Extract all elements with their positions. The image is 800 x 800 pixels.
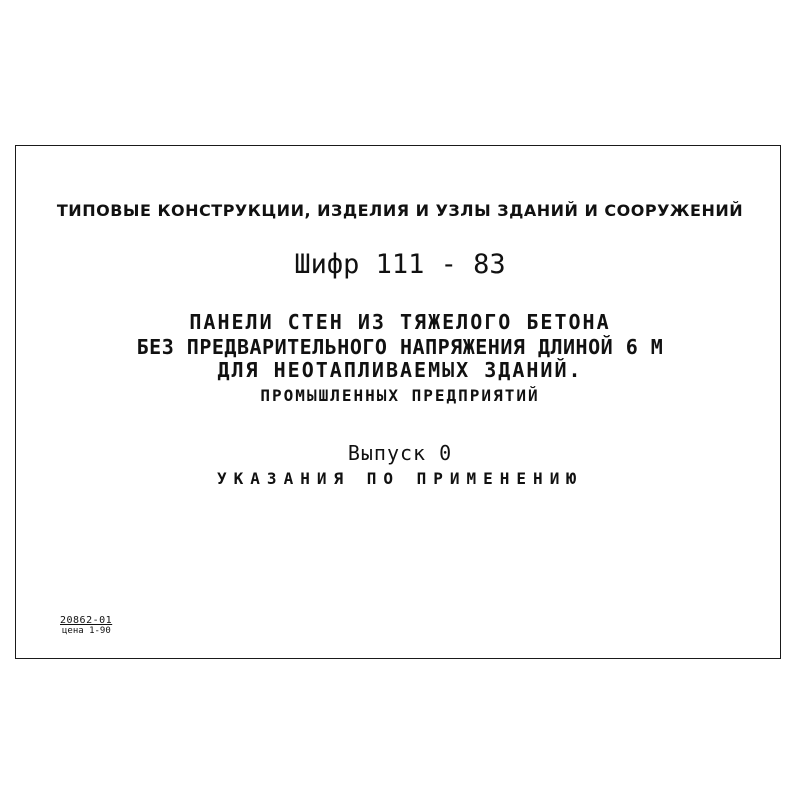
code-title: Шифр 111 - 83 bbox=[294, 249, 506, 280]
catalog-stamp bbox=[60, 615, 112, 637]
main-title-line-1: ПАНЕЛИ СТЕН ИЗ ТЯЖЕЛОГО БЕТОНА bbox=[189, 310, 611, 334]
price-label: цена 1-90 bbox=[62, 626, 111, 636]
subtitle: ПРОМЫШЛЕННЫХ ПРЕДПРИЯТИЙ bbox=[260, 386, 540, 405]
main-title-line-3: ДЛЯ НЕОТАПЛИВАЕМЫХ ЗДАНИЙ. bbox=[217, 358, 583, 382]
main-title-line-2: БЕЗ ПРЕДВАРИТЕЛЬНОГО НАПРЯЖЕНИЯ ДЛИНОЙ 6 М bbox=[136, 335, 664, 359]
series-title: ТИПОВЫЕ КОНСТРУКЦИИ, ИЗДЕЛИЯ И УЗЛЫ ЗДАНИЙ И СООРУЖЕНИЙ bbox=[56, 201, 744, 220]
issue-description: УКАЗАНИЯ ПО ПРИМЕНЕНИЮ bbox=[217, 469, 583, 488]
catalog-code: 20862-01 bbox=[60, 615, 113, 626]
issue-number: Выпуск 0 bbox=[347, 441, 453, 465]
